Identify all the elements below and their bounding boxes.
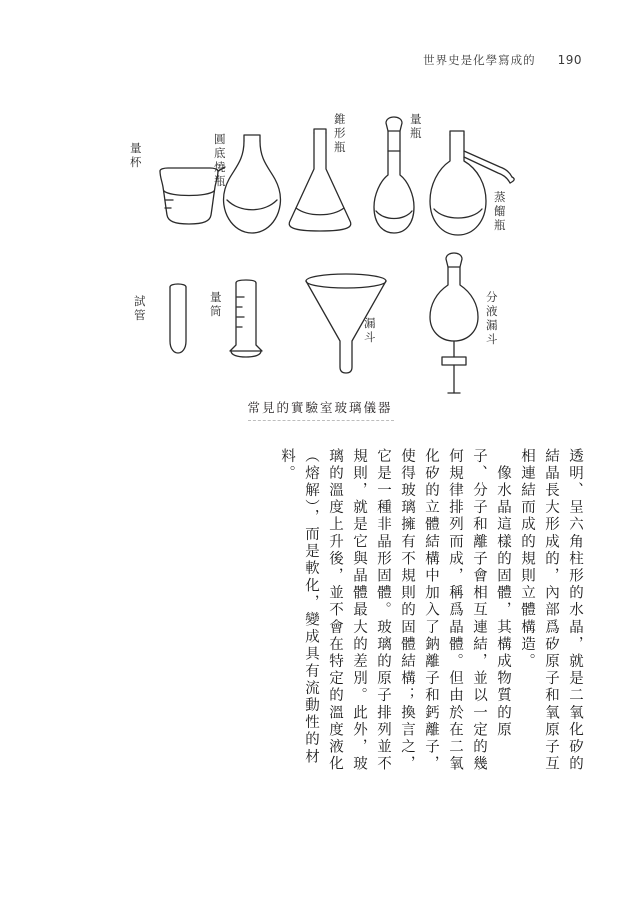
label-funnel-2: 斗 <box>364 330 377 344</box>
separatory-funnel-drawing <box>430 253 478 393</box>
text-column: 化矽的立體結構中加入了鈉離子和鈣離子， <box>423 448 439 773</box>
label-test-tube: 試 <box>134 294 147 308</box>
text-column: 它是一種非晶形固體。玻璃的原子排列並不 <box>375 448 391 773</box>
text-column: 使得玻璃擁有不規則的固體結構；換言之， <box>399 448 415 773</box>
graduated-cylinder-drawing <box>230 280 262 357</box>
book-title: 世界史是化學寫成的 <box>423 53 536 67</box>
body-text <box>0 448 640 848</box>
label-volumetric: 量 <box>410 112 423 126</box>
text-column: 相連結而成的規則立體構造。 <box>519 448 535 671</box>
label-erlenmeyer-2: 形 <box>334 126 347 140</box>
label-erlenmeyer-3: 瓶 <box>334 140 347 154</box>
label-cylinder-2: 筒 <box>210 304 223 318</box>
label-erlenmeyer: 錐 <box>334 112 347 126</box>
label-beaker-2: 杯 <box>130 155 143 169</box>
test-tube-drawing <box>170 284 186 353</box>
figure-caption-rule <box>248 420 394 421</box>
text-column: 子、分子和離子會相互連結，並以一定的幾 <box>471 448 487 773</box>
text-column: 透明、呈六角柱形的水晶，就是二氧化矽的 <box>567 448 583 773</box>
page-header <box>423 52 582 68</box>
text-column: 像水晶這樣的固體，其構成物質的原 <box>495 448 511 739</box>
label-cylinder: 量 <box>210 290 223 304</box>
volumetric-flask-drawing <box>374 117 414 233</box>
label-beaker: 量 <box>130 141 143 155</box>
glassware-illustration <box>118 105 538 405</box>
label-separatory: 分 <box>486 290 499 304</box>
text-column: 規則，就是它與晶體最大的差別。此外，玻 <box>351 448 367 773</box>
figure-caption: 常見的實驗室玻璃儀器 <box>247 400 393 415</box>
label-distillation-3: 瓶 <box>494 218 507 232</box>
label-round-flask-2: 底 <box>214 146 227 160</box>
label-distillation-2: 餾 <box>494 204 507 218</box>
text-column: （熔解），而是軟化，變成具有流動性的材 <box>303 448 319 766</box>
text-column: 料。 <box>279 448 295 483</box>
text-column: 璃的溫度上升後，並不會在特定的溫度液化 <box>327 448 343 773</box>
glassware-drawing <box>118 105 538 405</box>
round-flask-drawing <box>224 135 281 233</box>
label-separatory-3: 漏 <box>486 318 499 332</box>
label-distillation: 蒸 <box>494 190 507 204</box>
page-number: 190 <box>557 53 582 67</box>
label-volumetric-2: 瓶 <box>410 126 423 140</box>
label-round-flask: 圓 <box>214 132 227 146</box>
text-column: 何規律排列而成，稱爲晶體。但由於在二氧 <box>447 448 463 773</box>
label-separatory-4: 斗 <box>486 332 499 346</box>
text-column: 結晶長大形成的，內部爲矽原子和氧原子互 <box>543 448 559 773</box>
label-round-flask-4: 瓶 <box>214 174 227 188</box>
label-separatory-2: 液 <box>486 304 499 318</box>
label-round-flask-3: 燒 <box>214 160 227 174</box>
label-test-tube-2: 管 <box>134 308 147 322</box>
label-funnel: 漏 <box>364 316 377 330</box>
